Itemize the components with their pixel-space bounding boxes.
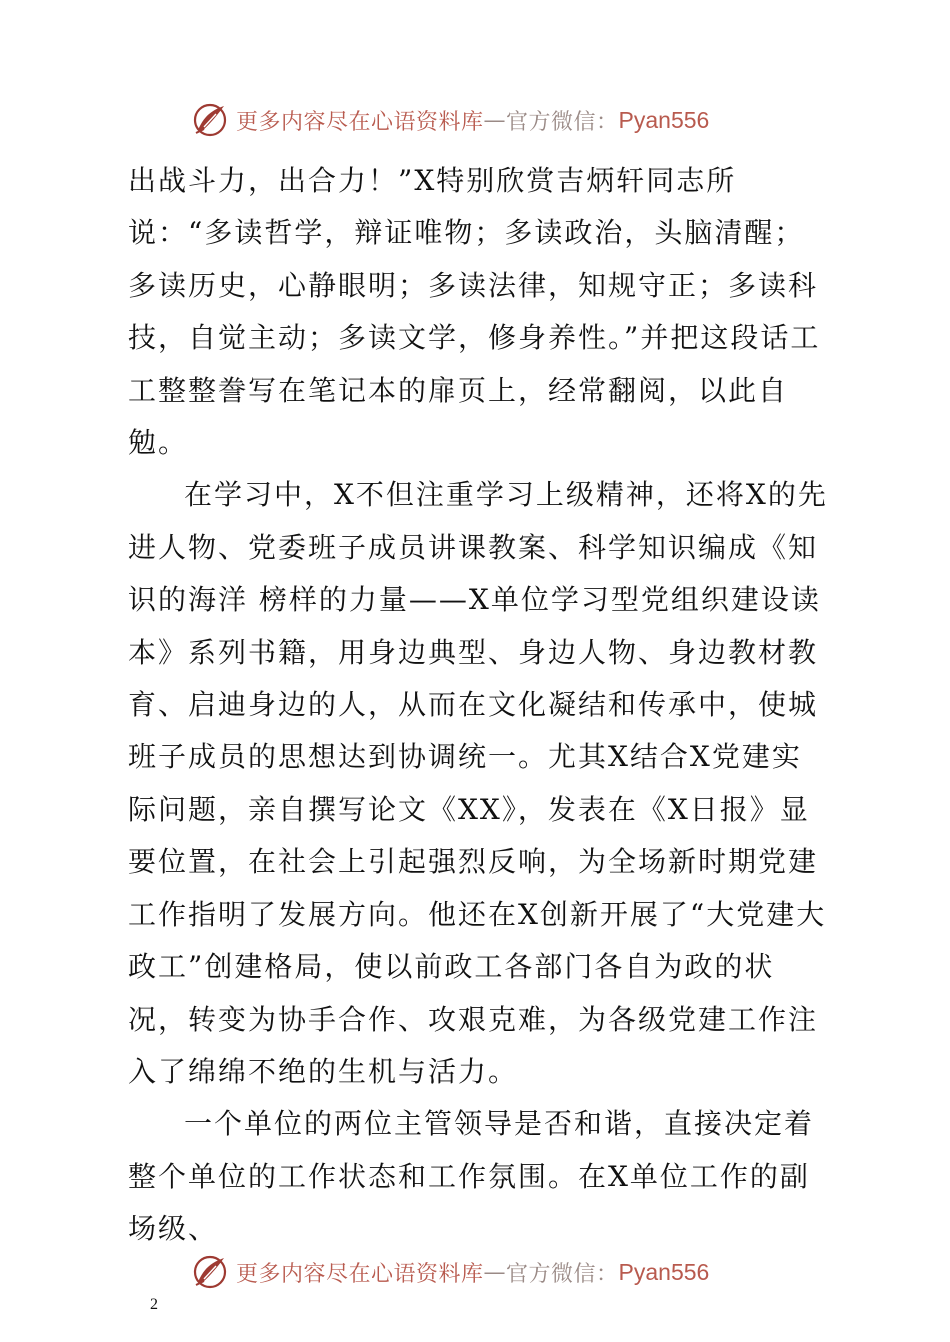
paragraph-1: 出战斗力，出合力！”X特别欣赏吉炳轩同志所说：“多读哲学，辩证唯物；多读政治，头脑清醒；多读历史，心静眼明；多读法律，知规守正；多读科技，自觉主动；多读文学，修身养性。”并把这段话工工整整誊写在笔记本的扉页上，经常翻阅，以此自勉。 xyxy=(128,164,821,460)
banner-wechat-label: 官方微信： xyxy=(506,1261,619,1287)
banner-wechat-id: Pyan556 xyxy=(618,106,710,133)
banner-site-name: 更多内容尽在心语资料库 xyxy=(236,109,484,135)
banner-wechat-label: 官方微信： xyxy=(506,109,619,135)
banner-wechat-id: Pyan556 xyxy=(618,1258,710,1285)
body-text xyxy=(128,155,828,1256)
paragraph-2: 在学习中，X不但注重学习上级精神，还将X的先进人物、党委班子成员讲课教案、科学知识编成《知识的海洋 榜样的力量——X单位学习型党组织建设读本》系列书籍，用身边典型、身边人物、身边教材教育、启迪身边的人，从而在文化凝结和传承中，使城班子成员的思想达到协调统一。尤其X结合X党建实际问题，亲自撰写论文《XX》，发表在《X日报》显要位置，在社会上引起强烈反响，为全场新时期党建工作指明了发展方向。他还在X创新开展了“大党建大政工”创建格局，使以前政工各部门各自为政的状况，转变为协手合作、攻艰克难，为各级党建工作注入了绵绵不绝的生机与活力。 xyxy=(128,478,828,1088)
page-number: 2 xyxy=(150,1296,158,1313)
banner-site-name: 更多内容尽在心语资料库 xyxy=(236,1261,484,1287)
pen-nib-logo-icon xyxy=(190,100,230,140)
banner-dash: — xyxy=(483,107,507,133)
header-banner xyxy=(190,98,709,142)
paragraph-3: 一个单位的两位主管领导是否和谐，直接决定着整个单位的工作状态和工作氛围。在X单位工作的副场级、 xyxy=(128,1107,815,1246)
banner-dash: — xyxy=(483,1259,507,1285)
footer-banner xyxy=(190,1250,709,1294)
pen-nib-logo-icon xyxy=(190,1252,230,1292)
